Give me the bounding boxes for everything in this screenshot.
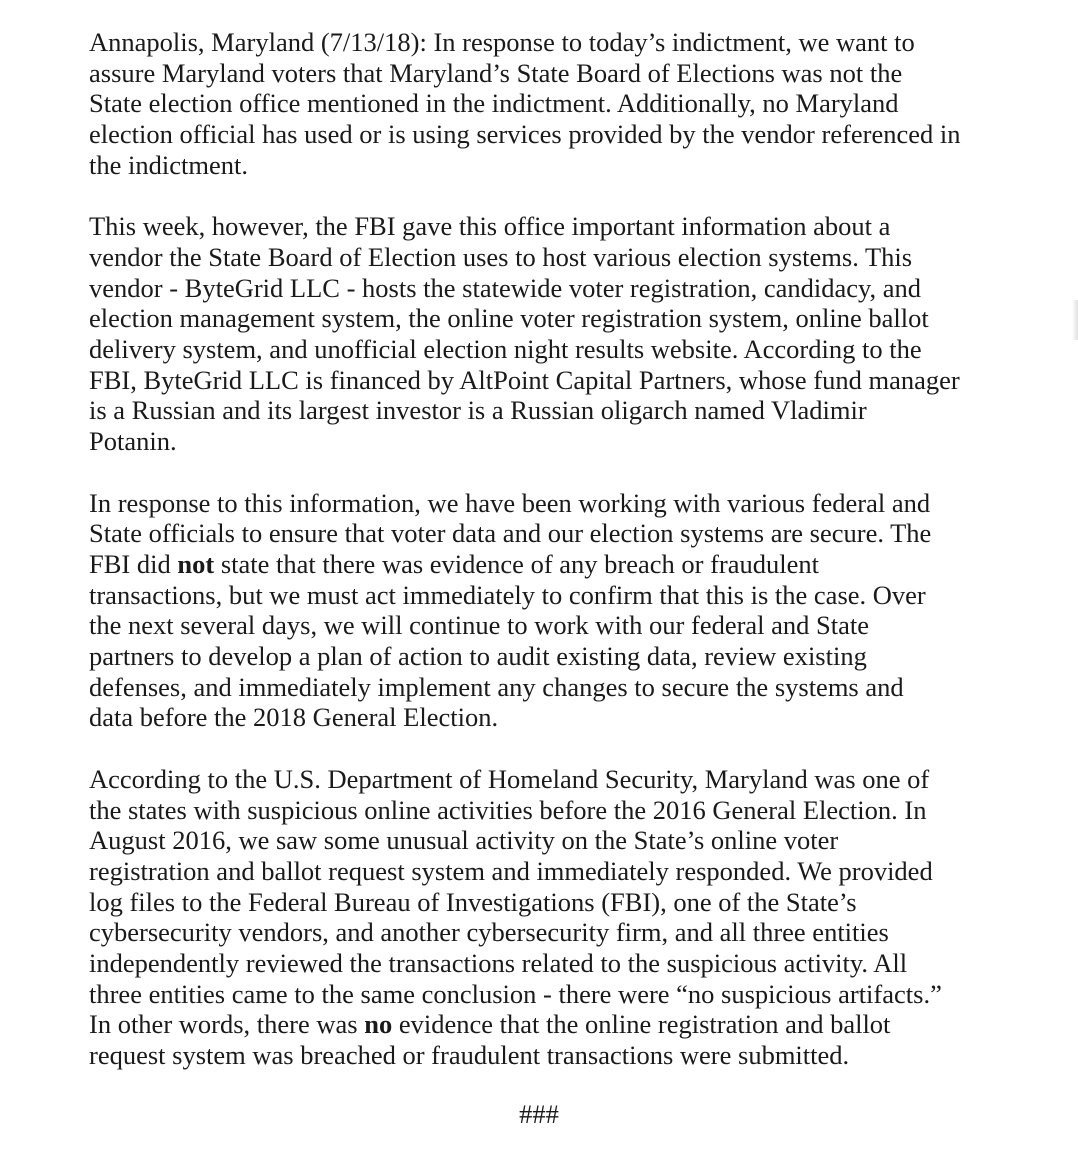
paragraph-text: This week, however, the FBI gave this office important information about a vendor the State Board of Election uses to host various election systems. This vendor - ByteGrid LLC - hosts the statewide voter registration, candidacy, and election management system, the online voter registration system, online ballot delivery system, and unofficial election night results website. According to the FBI, ByteGrid LLC is financed by AltPoint Capital Partners, whose fund manager is a Russian and its largest investor is a Russian oligarch named Vladimir Potanin.	[89, 211, 960, 457]
paragraph-text: evidence that the online registration and ballot request system was breached or fraudulent transactions were submitted.	[89, 1009, 891, 1071]
paragraph-2016-activity	[89, 764, 1064, 1071]
end-of-release-mark: ###	[519, 1099, 559, 1129]
paragraph-text: Annapolis, Maryland (7/13/18): In response to today’s indictment, we want to assure Maryland voters that Maryland’s State Board of Elections was not the State election office mentioned in the indictment. Additionally, no Maryland election official has used or is using services provided by the vendor referenced in the indictment.	[89, 27, 961, 180]
paragraph-security-response	[89, 488, 1064, 734]
page-edge-shadow	[1072, 300, 1078, 340]
press-release-body	[89, 27, 1064, 1102]
paragraph-indictment-response	[89, 27, 1064, 181]
emphasis-no: no	[364, 1009, 393, 1040]
emphasis-not: not	[177, 548, 215, 579]
paragraph-text: In response to this information, we have been working with various federal and State officials to ensure that voter data and our election systems are secure. The FBI did	[89, 487, 932, 579]
paragraph-text: According to the U.S. Department of Homeland Security, Maryland was one of the states with suspicious online activities before the 2016 General Election. In August 2016, we saw some unusual activity on the State’s online voter registration and ballot request system and immediately responded. We provided log files to the Federal Bureau of Investigations (FBI), one of the State’s cybersecurity vendors, and another cybersecurity firm, and all three entities independently reviewed the transactions related to the suspicious activity. All three entities came to the same conclusion - there were “no suspicious artifacts.” In other words, there was	[89, 763, 942, 1040]
paragraph-text: state that there was evidence of any breach or fraudulent transactions, but we must act immediately to confirm that this is the case. Over the next several days, we will continue to work with our federal and State partners to develop a plan of action to audit existing data, review existing defenses, and immediately implement any changes to secure the systems and data before the 2018 General Election.	[89, 548, 926, 733]
paragraph-fbi-vendor-info	[89, 211, 1064, 457]
